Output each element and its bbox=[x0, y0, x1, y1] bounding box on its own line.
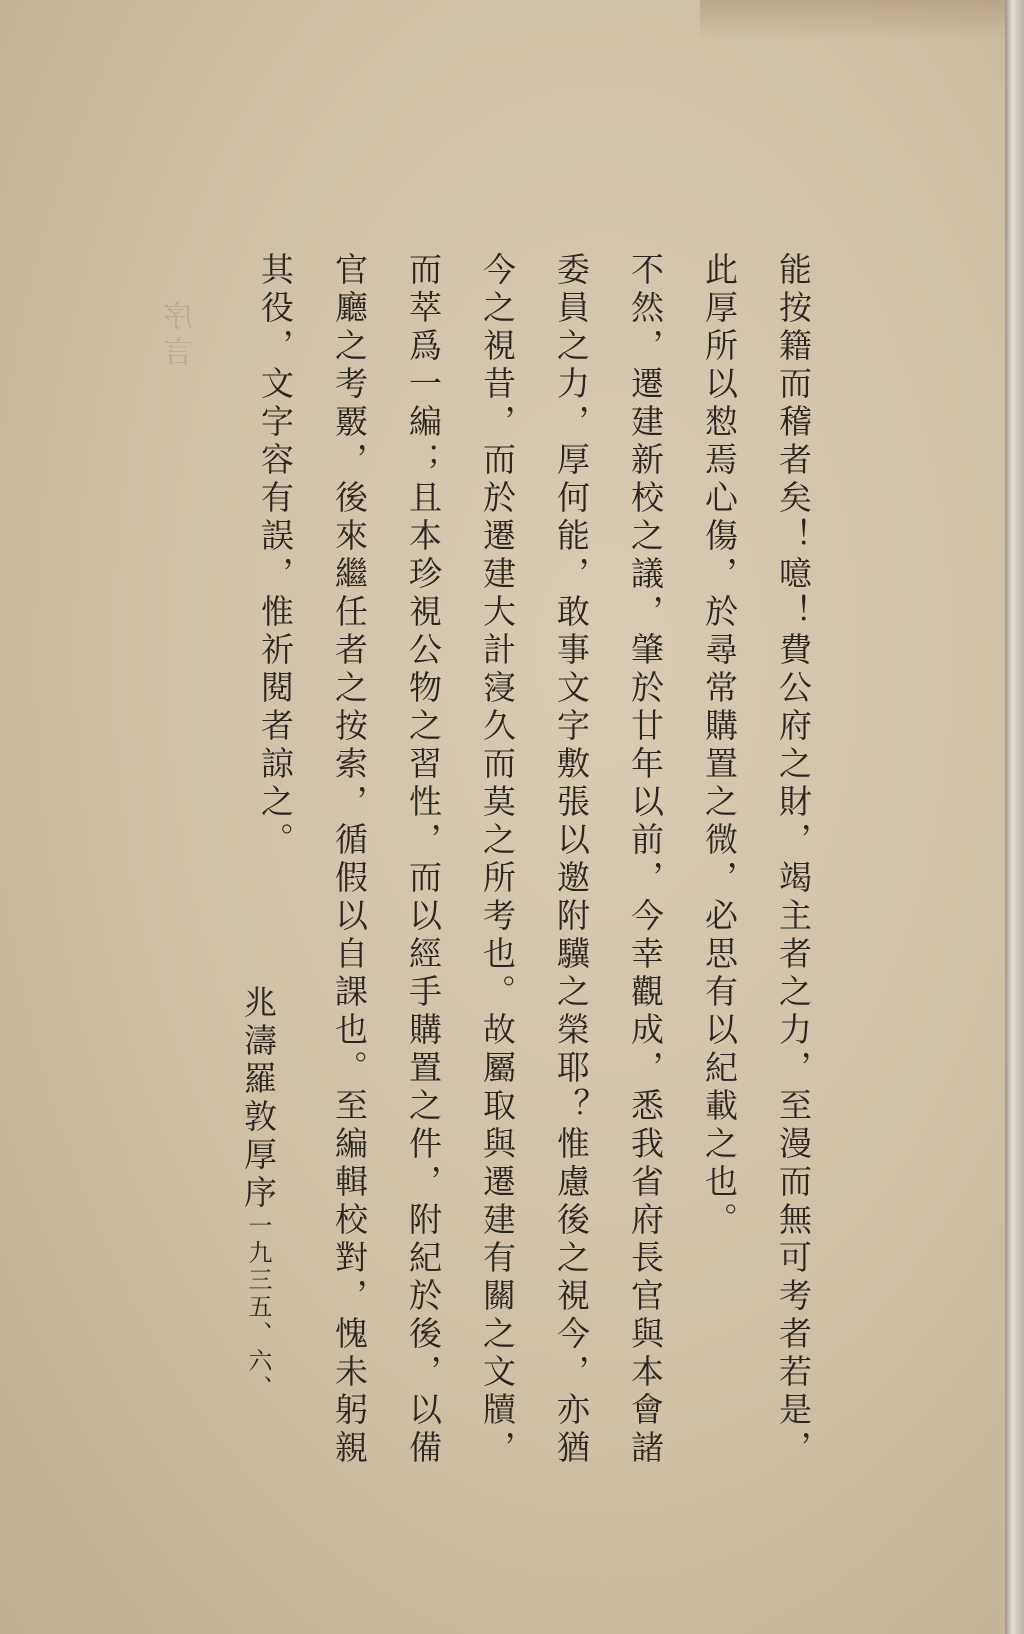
page-edge bbox=[1005, 0, 1024, 1634]
paragraph-1: 能按籍而稽者矣！噫！費公府之財，竭主者之力，至漫而無可考者若是，此厚所以愸焉心傷，於尋常購置之微，必思有以紀載之也。 bbox=[700, 252, 813, 1468]
bleed-through-text: 序言 bbox=[164, 300, 199, 372]
paragraph-2: 不然，遷建新校之議，肇於廿年以前，今幸觀成，悉我省府長官與本會諸委員之力，厚何能，敢事文字敷張以邀附驥之榮耶？惟慮後之視今，亦猶今之視昔，而於遷建大計寖久而莫之所考也。故屬取與遷建有關之文牘，而萃爲一編；且本珍視公物之習性，而以經手購置之件，附紀於後，以備官廳之考覈，後來繼任者之按索，循假以自課也。至編輯校對，愧未躬親其役，文字容有誤，惟祈閱者諒之。 bbox=[256, 252, 665, 1468]
page-stain bbox=[700, 0, 1005, 40]
signature-date: 一九三五、六、 bbox=[244, 1213, 272, 1402]
author-signature: 兆濤羅敦厚序 bbox=[239, 985, 278, 1213]
signature-line bbox=[228, 985, 288, 1545]
